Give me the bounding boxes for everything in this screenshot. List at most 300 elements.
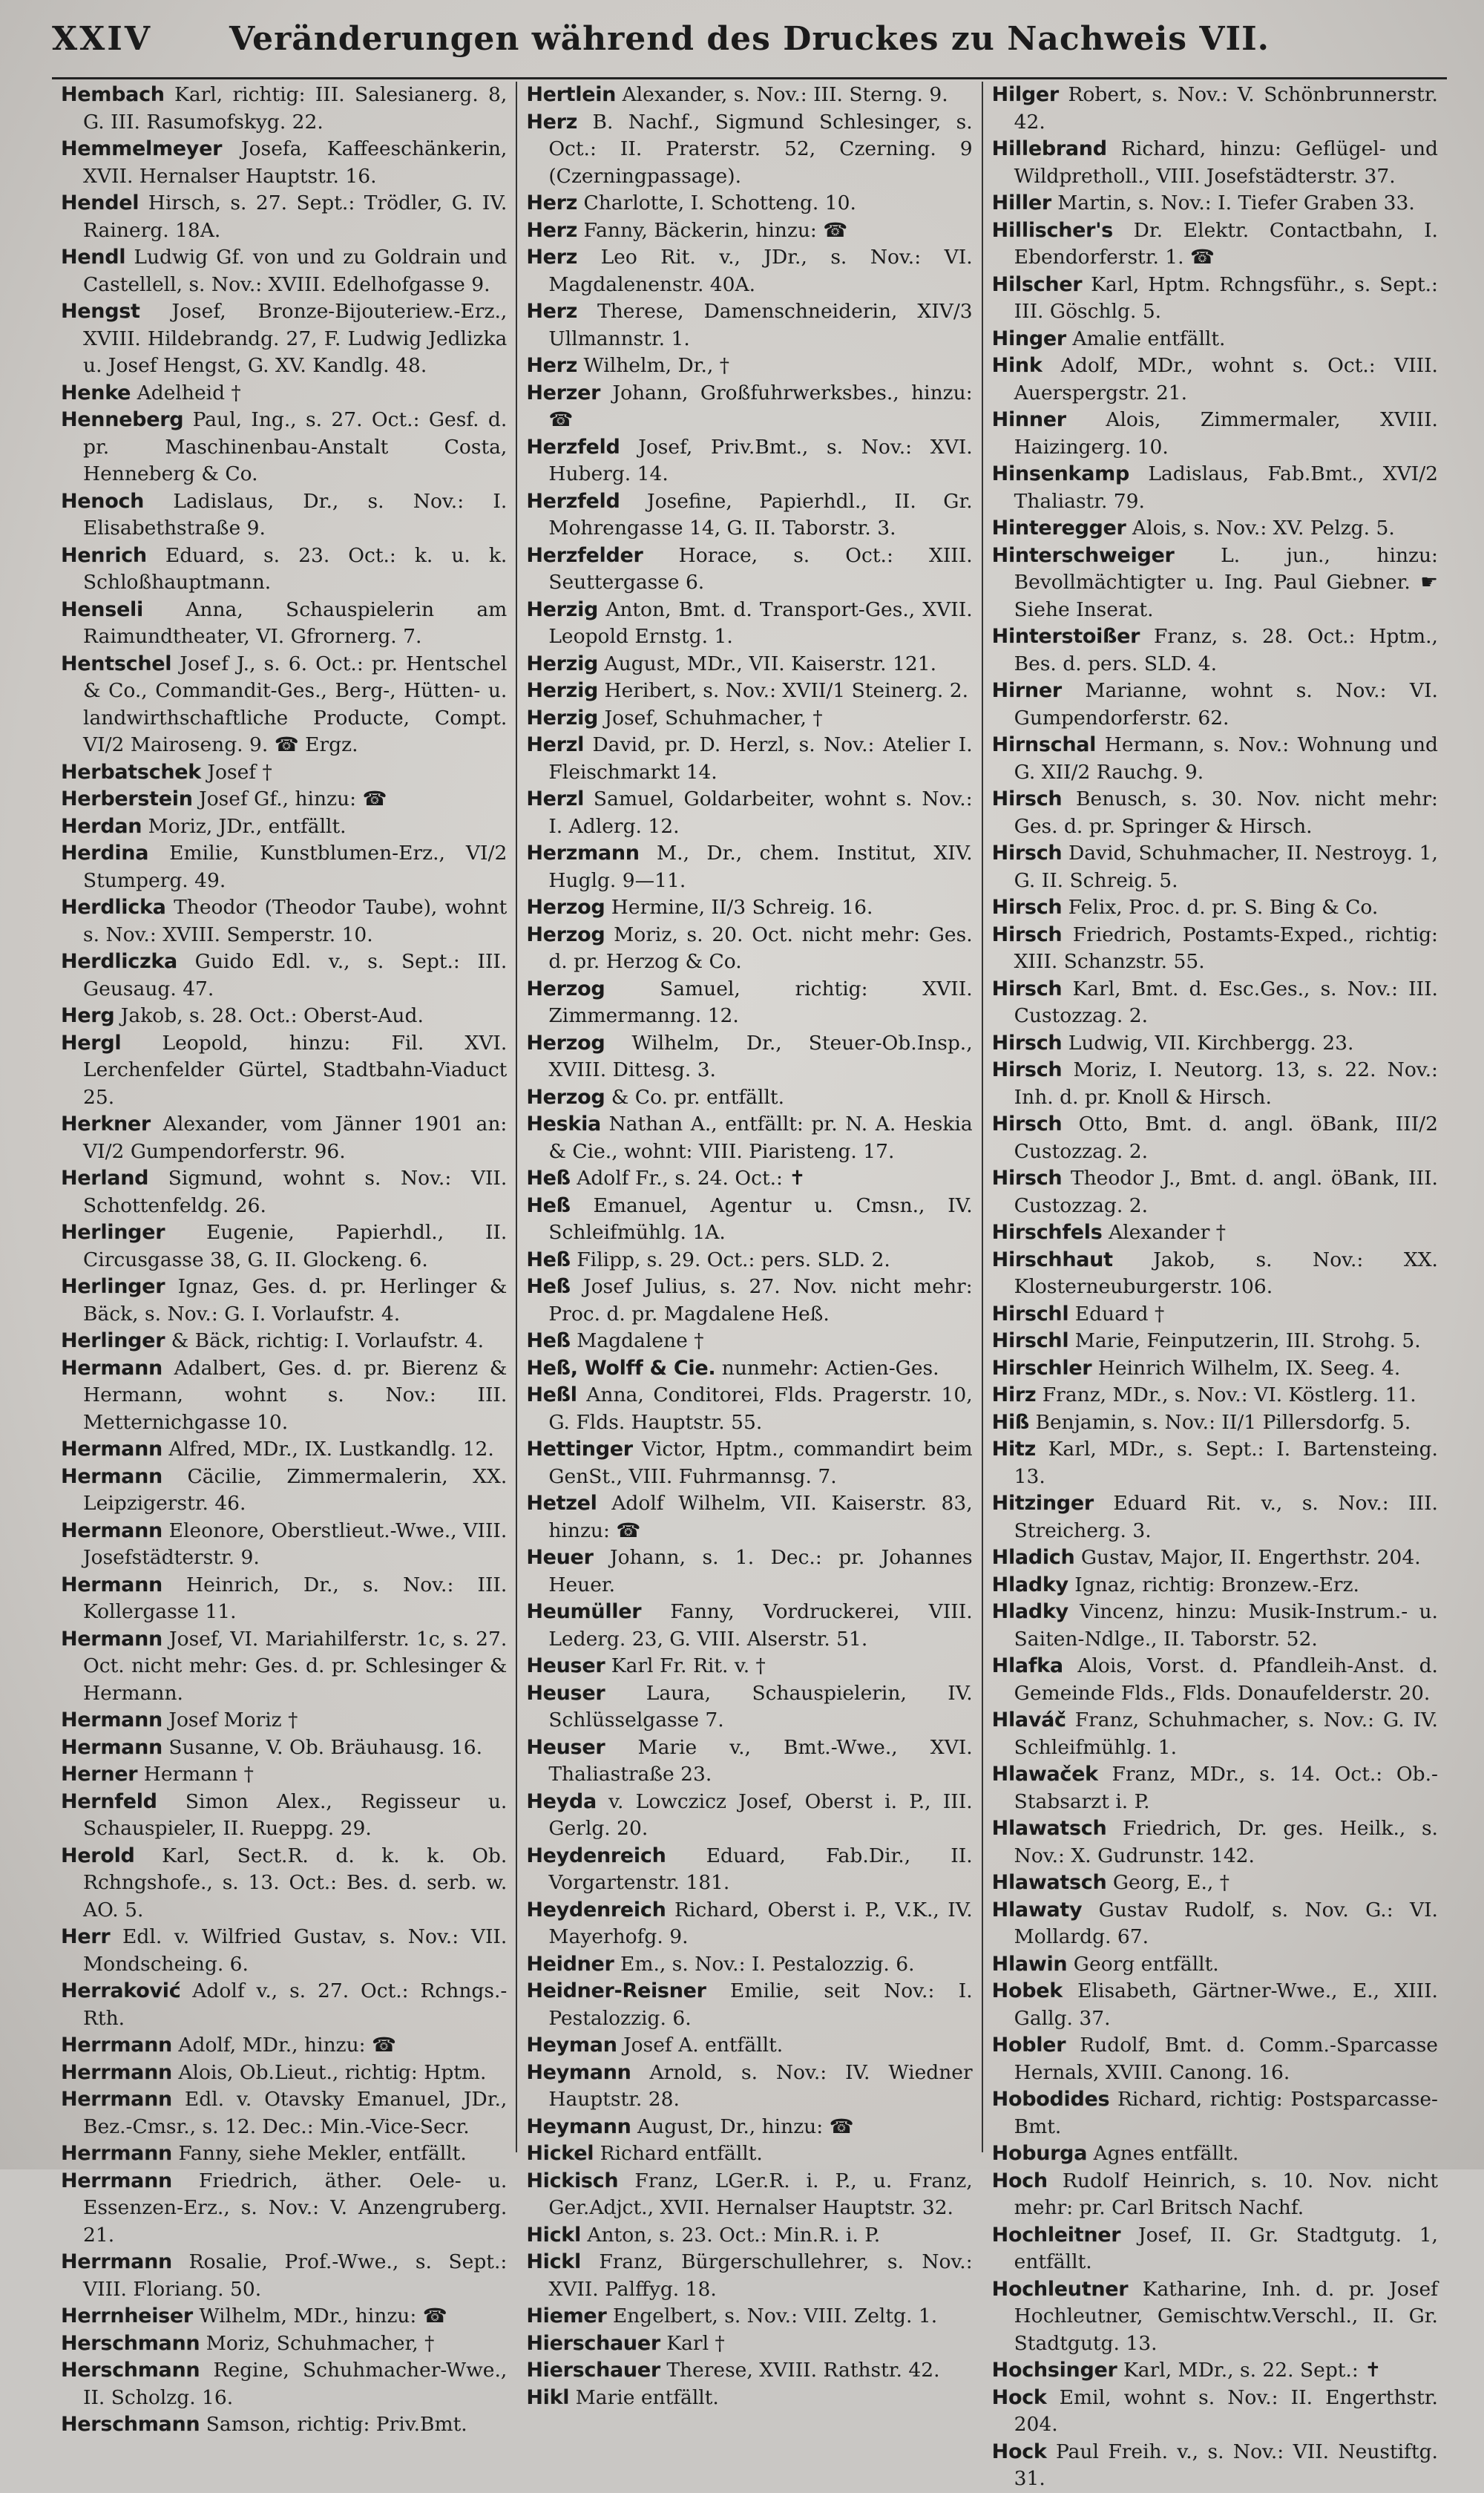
- entry-text: & Co. pr. entfällt.: [611, 1085, 785, 1109]
- entry-name: Hochleitner: [991, 2223, 1121, 2247]
- directory-entry: [992, 1328, 1438, 1355]
- directory-entry: [992, 1355, 1438, 1383]
- entry-text: Horace, s. Oct.: XIII. Seuttergasse 6.: [548, 543, 973, 594]
- entry-name: Hlawatsch: [991, 1871, 1107, 1894]
- directory-entry: [61, 1978, 507, 2032]
- directory-entry: [61, 1734, 507, 1762]
- entry-name: Hirner: [991, 679, 1062, 702]
- entry-text: Alois, Zimmermaler, XVIII. Haizingerg. 10.: [1014, 408, 1438, 459]
- entry-text: Wilhelm, Dr., †: [583, 354, 729, 377]
- entry-text: Adolf v., s. 27. Oct.: Rchngs.-Rth.: [83, 1979, 508, 2030]
- entry-name: Hinger: [991, 327, 1066, 350]
- entry-text: Johann, s. 1. Dec.: pr. Johannes Heuer.: [548, 1546, 973, 1596]
- entry-name: Herschmann: [61, 2413, 200, 2436]
- directory-entry: [526, 2168, 972, 2222]
- entry-text: Johann, Großfuhrwerksbes., hinzu: ☎: [548, 381, 973, 431]
- directory-entry: [526, 894, 972, 922]
- entry-name: Herner: [61, 1763, 138, 1786]
- entry-name: Hilscher: [991, 272, 1083, 296]
- directory-entry: [61, 1924, 507, 1978]
- directory-entry: [61, 597, 507, 651]
- directory-entry: [992, 1165, 1438, 1219]
- entry-name: Herzer: [526, 381, 601, 404]
- directory-entry: [526, 1084, 972, 1112]
- entry-name: Herlinger: [61, 1329, 165, 1352]
- entry-text: Fanny, Bäckerin, hinzu: ☎: [583, 218, 848, 242]
- entry-text: Ladislaus, Fab.Bmt., XVI/2 Thaliastr. 79.: [1014, 462, 1438, 513]
- entry-text: Josefine, Papierhdl., II. Gr. Mohrengasse 14, G. II. Taborstr. 3.: [548, 489, 973, 540]
- directory-entry: [992, 2032, 1438, 2086]
- entry-text: Ignaz, Ges. d. pr. Herlinger & Bäck, s. Nov.: G. I. Vorlaufstr. 4.: [83, 1275, 508, 1326]
- entry-text: Arnold, s. Nov.: IV. Wiedner Hauptstr. 28.: [548, 2060, 973, 2111]
- entry-name: Heuser: [526, 1681, 605, 1705]
- directory-entry: [526, 2032, 972, 2060]
- directory-entry: [992, 515, 1438, 543]
- entry-text: Samson, richtig: Priv.Bmt.: [206, 2413, 467, 2436]
- directory-entry: [992, 2086, 1438, 2140]
- directory-entry: [992, 786, 1438, 840]
- directory-entry: [992, 976, 1438, 1030]
- column-3: [982, 82, 1447, 2490]
- directory-entry: [992, 217, 1438, 272]
- directory-entry: [61, 82, 507, 136]
- entry-name: Herz: [526, 191, 578, 214]
- entry-text: Cäcilie, Zimmermalerin, XX. Leipzigerstr. 46.: [83, 1464, 508, 1515]
- directory-entry: [992, 1572, 1438, 1599]
- entry-name: Herraković: [61, 1979, 181, 2002]
- entry-name: Hock: [991, 2440, 1047, 2463]
- entry-name: Herdina: [61, 842, 149, 865]
- entry-name: Herzl: [526, 733, 585, 756]
- directory-entry: [992, 1247, 1438, 1301]
- entry-name: Hirsch: [991, 787, 1063, 810]
- entry-text: Franz, MDr., s. Nov.: VI. Köstlerg. 11.: [1042, 1383, 1416, 1406]
- directory-entry: [61, 1761, 507, 1789]
- directory-entry: [992, 1897, 1438, 1951]
- entry-text: Karl, Sect.R. d. k. k. Ob. Rchngshofe., s. 13. Oct.: Bes. d. serb. w. AO. 5.: [83, 1844, 508, 1922]
- directory-entry: [992, 1409, 1438, 1437]
- entry-name: Hirz: [991, 1383, 1037, 1406]
- entry-text: Friedrich, äther. Oele- u. Essenzen-Erz., s. Nov.: V. Anzengruberg. 21.: [83, 2169, 508, 2247]
- directory-entry: [61, 1436, 507, 1464]
- entry-text: B. Nachf., Sigmund Schlesinger, s. Oct.: II. Praterstr. 52, Czerning. 9 (Czerningpassage).: [548, 110, 973, 188]
- directory-entry: [526, 1734, 972, 1789]
- entry-text: Alfred, MDr., IX. Lustkandlg. 12.: [168, 1438, 494, 1461]
- entry-name: Hirschhaut: [991, 1248, 1113, 1271]
- directory-entry: [61, 1111, 507, 1165]
- directory-entry: [526, 1653, 972, 1680]
- entry-name: Heß: [526, 1275, 571, 1298]
- entry-name: Hikl: [526, 2385, 570, 2409]
- directory-entry: [526, 190, 972, 217]
- directory-entry: [992, 840, 1438, 894]
- entry-text: Filipp, s. 29. Oct.: pers. SLD. 2.: [577, 1248, 890, 1271]
- directory-entry: [61, 2168, 507, 2250]
- entry-name: Hitz: [991, 1438, 1036, 1461]
- entry-name: Heydenreich: [526, 1844, 666, 1867]
- directory-entry: [992, 2140, 1438, 2168]
- entry-text: Richard entfällt.: [600, 2142, 763, 2165]
- entry-text: Marianne, wohnt s. Nov.: VI. Gumpendorferstr. 62.: [1014, 679, 1438, 730]
- entry-text: Adelheid †: [137, 381, 241, 404]
- directory-entry: [526, 1274, 972, 1328]
- entry-text: Adolf Wilhelm, VII. Kaiserstr. 83, hinzu: ☎: [548, 1492, 973, 1542]
- directory-entry: [526, 1490, 972, 1544]
- directory-entry: [992, 1707, 1438, 1761]
- directory-entry: [61, 2140, 507, 2168]
- entry-text: Josef Moriz †: [168, 1709, 298, 1732]
- entry-text: August, MDr., VII. Kaiserstr. 121.: [604, 652, 937, 675]
- directory-entry: [992, 1761, 1438, 1815]
- entry-text: Franz, s. 28. Oct.: Hptm., Bes. d. pers. SLD. 4.: [1014, 625, 1438, 675]
- entry-text: Amalie entfällt.: [1072, 327, 1226, 350]
- column-1: [52, 82, 516, 2436]
- entry-text: David, Schuhmacher, II. Nestroyg. 1, G. II. Schreig. 5.: [1014, 842, 1438, 892]
- directory-entry: [61, 1707, 507, 1734]
- entry-text: Katharine, Inh. d. pr. Josef Hochleutner, Gemischtw.Verschl., II. Gr. Stadtgutg. 13.: [1014, 2277, 1438, 2355]
- entry-text: Adolf, MDr., wohnt s. Oct.: VIII. Auerspergstr. 21.: [1014, 354, 1438, 404]
- entry-text: Josef, Bronze-Bijouteriew.-Erz., XVIII. Hildebrandg. 27, F. Ludwig Jedlizka u. Josef Hengst, G. XV. Kandlg. 48.: [83, 300, 508, 377]
- entry-text: Engelbert, s. Nov.: VIII. Zeltg. 1.: [612, 2304, 938, 2327]
- entry-name: Hladky: [991, 1573, 1068, 1596]
- directory-entry: [992, 2357, 1438, 2385]
- entry-text: nunmehr: Actien-Ges.: [721, 1356, 939, 1380]
- entry-text: Karl, Bmt. d. Esc.Ges., s. Nov.: III. Custozzag. 2.: [1014, 977, 1438, 1027]
- running-title: Veränderungen während des Druckes zu Nachweis VII.: [229, 19, 1270, 58]
- entry-text: Franz, MDr., s. 14. Oct.: Ob.-Stabsarzt i. P.: [1014, 1763, 1438, 1813]
- entry-text: Jakob, s. Nov.: XX. Klosterneuburgerstr. 106.: [1014, 1248, 1438, 1298]
- directory-entry: [61, 543, 507, 597]
- entry-text: Nathan A., entfällt: pr. N. A. Heskia & Cie., wohnt: VIII. Piaristeng. 17.: [548, 1113, 973, 1163]
- entry-name: Herzog: [526, 923, 605, 946]
- entry-text: Jakob, s. 28. Oct.: Oberst-Aud.: [120, 1004, 424, 1027]
- directory-entry: [526, 1951, 972, 1979]
- entry-text: Adolf Fr., s. 24. Oct.: ✝: [577, 1167, 806, 1190]
- entry-name: Hengst: [61, 300, 140, 323]
- entry-text: Marie, Feinputzerin, III. Strohg. 5.: [1074, 1329, 1421, 1352]
- entry-name: Herschmann: [61, 2331, 200, 2355]
- directory-entry: [992, 190, 1438, 217]
- entry-name: Herberstein: [61, 787, 193, 810]
- entry-name: Hergl: [61, 1031, 122, 1055]
- entry-name: Herz: [526, 218, 578, 242]
- entry-name: Herrmann: [61, 2142, 172, 2165]
- entry-name: Herkner: [61, 1113, 151, 1136]
- entry-name: Hermann: [61, 1735, 162, 1759]
- entry-text: Magdalene †: [577, 1329, 704, 1352]
- directory-entry: [61, 1274, 507, 1328]
- directory-entry: [526, 380, 972, 434]
- directory-entry: [526, 488, 972, 543]
- directory-entry: [526, 543, 972, 597]
- entry-name: Hoburga: [991, 2142, 1088, 2165]
- directory-entry: [61, 651, 507, 759]
- directory-entry: [526, 678, 972, 705]
- entry-name: Herdliczka: [61, 950, 177, 973]
- entry-text: Leopold, hinzu: Fil. XVI. Lerchenfelder Gürtel, Stadtbahn-Viaduct 25.: [83, 1031, 508, 1109]
- entry-name: Henseli: [61, 597, 143, 621]
- entry-text: Friedrich, Postamts-Exped., richtig: XIII. Schanzstr. 55.: [1014, 923, 1438, 973]
- entry-text: M., Dr., chem. Institut, XIV. Huglg. 9—11.: [548, 842, 973, 892]
- directory-entry: [61, 759, 507, 787]
- entry-text: Hermann †: [143, 1763, 254, 1786]
- directory-entry: [526, 2140, 972, 2168]
- entry-name: Herg: [61, 1004, 115, 1027]
- directory-entry: [61, 2086, 507, 2140]
- directory-entry: [526, 1436, 972, 1490]
- entry-text: Moriz, I. Neutorg. 13, s. 22. Nov.: Inh. d. pr. Knoll & Hirsch.: [1014, 1058, 1438, 1109]
- entry-text: Therese, XVIII. Rathstr. 42.: [666, 2359, 940, 2382]
- entry-text: Simon Alex., Regisseur u. Schauspieler, II. Rueppg. 29.: [83, 1789, 508, 1840]
- entry-text: Laura, Schauspielerin, IV. Schlüsselgasse 7.: [548, 1681, 973, 1732]
- entry-name: Herrmann: [61, 2034, 172, 2057]
- entry-text: Otto, Bmt. d. angl. öBank, III/2 Custozzag. 2.: [1014, 1113, 1438, 1163]
- directory-entry: [992, 82, 1438, 136]
- entry-text: Eugenie, Papierhdl., II. Circusgasse 38, G. II. Glockeng. 6.: [83, 1221, 508, 1271]
- entry-text: Richard, Oberst i. P., V.K., IV. Mayerhofg. 9.: [548, 1898, 973, 1948]
- directory-entry: [992, 1815, 1438, 1870]
- entry-name: Hirsch: [991, 842, 1063, 865]
- entry-name: Hinterschweiger: [991, 543, 1175, 567]
- entry-name: Henrich: [61, 543, 147, 567]
- entry-text: Alexander †: [1108, 1221, 1227, 1244]
- entry-name: Hentschel: [61, 652, 172, 675]
- directory-entry: [526, 2385, 972, 2412]
- entry-text: Fanny, siehe Mekler, entfällt.: [178, 2142, 467, 2165]
- entry-text: David, pr. D. Herzl, s. Nov.: Atelier I. Fleischmarkt 14.: [548, 733, 973, 784]
- entry-name: Herzog: [526, 896, 605, 919]
- entry-name: Hock: [991, 2385, 1047, 2409]
- directory-entry: [61, 1518, 507, 1572]
- directory-entry: [526, 1328, 972, 1355]
- entry-text: Eduard †: [1074, 1302, 1165, 1326]
- page-header: [52, 0, 1447, 77]
- directory-entry: [992, 272, 1438, 326]
- entry-text: Wilhelm, MDr., hinzu: ☎: [199, 2304, 447, 2327]
- entry-text: Josef, VI. Mariahilferstr. 1c, s. 27. Oct. nicht mehr: Ges. d. pr. Schlesinger & Hermann.: [83, 1627, 508, 1705]
- entry-name: Hilger: [991, 83, 1059, 106]
- header-rule: [52, 77, 1447, 79]
- entry-name: Herland: [61, 1167, 149, 1190]
- directory-entry: [526, 1789, 972, 1843]
- entry-text: Josef A. entfällt.: [623, 2034, 784, 2057]
- entry-name: Hladich: [991, 1546, 1075, 1569]
- directory-entry: [526, 922, 972, 976]
- entry-name: Heßl: [526, 1383, 577, 1406]
- entry-text: Emilie, Kunstblumen-Erz., VI/2 Stumperg. 49.: [83, 842, 508, 892]
- entry-name: Hickl: [526, 2223, 581, 2247]
- directory-entry: [61, 407, 507, 488]
- directory-entry: [526, 2357, 972, 2385]
- directory-entry: [61, 1626, 507, 1708]
- entry-text: Gustav Rudolf, s. Nov. G.: VI. Mollardg. 67.: [1014, 1898, 1438, 1948]
- entry-name: Hobodides: [991, 2088, 1110, 2111]
- entry-text: Benjamin, s. Nov.: II/1 Pillersdorfg. 5.: [1035, 1410, 1411, 1434]
- directory-entry: [526, 597, 972, 651]
- entry-text: Marie entfällt.: [575, 2385, 719, 2409]
- directory-entry: [61, 1355, 507, 1437]
- entry-text: Josef, Priv.Bmt., s. Nov.: XVI. Huberg. 14.: [548, 435, 973, 485]
- directory-entry: [526, 1897, 972, 1951]
- entry-text: Samuel, Goldarbeiter, wohnt s. Nov.: I. Adlerg. 12.: [548, 787, 973, 838]
- entry-text: Rosalie, Prof.-Wwe., s. Sept.: VIII. Floriang. 50.: [83, 2250, 508, 2301]
- entry-name: Heumüller: [526, 1600, 642, 1623]
- entry-text: Samuel, richtig: XVII. Zimmermanng. 12.: [548, 977, 973, 1027]
- directory-entry: [526, 2114, 972, 2141]
- entry-text: Susanne, V. Ob. Bräuhausg. 16.: [168, 1735, 483, 1759]
- entry-text: Marie v., Bmt.-Wwe., XVI. Thaliastraße 23.: [548, 1735, 973, 1786]
- entry-name: Herzfeld: [526, 489, 620, 513]
- directory-entry: [992, 407, 1438, 461]
- entry-name: Hlawin: [991, 1952, 1068, 1976]
- directory-entry: [526, 1030, 972, 1084]
- entry-text: Em., s. Nov.: I. Pestalozzig. 6.: [620, 1952, 915, 1976]
- entry-name: Heuser: [526, 1654, 605, 1677]
- entry-name: Hembach: [61, 83, 165, 106]
- entry-text: Alexander, s. Nov.: III. Sterng. 9.: [622, 83, 948, 106]
- entry-text: Josefa, Kaffeeschänkerin, XVII. Hernalser Hauptstr. 16.: [83, 137, 508, 188]
- directory-entry: [992, 326, 1438, 353]
- columns: [52, 82, 1447, 2490]
- entry-text: Rudolf, Bmt. d. Comm.-Sparcasse Hernals, XVIII. Canong. 16.: [1014, 2034, 1438, 2084]
- entry-text: Alexander, vom Jänner 1901 an: VI/2 Gumpendorferstr. 96.: [83, 1113, 508, 1163]
- entry-text: Emil, wohnt s. Nov.: II. Engerthstr. 204.: [1014, 2385, 1438, 2436]
- entry-name: Herlinger: [61, 1275, 165, 1298]
- directory-entry: [992, 1490, 1438, 1544]
- entry-name: Hirsch: [991, 1058, 1063, 1081]
- entry-name: Herrnheiser: [61, 2304, 193, 2327]
- directory-entry: [526, 2330, 972, 2358]
- directory-entry: [992, 1057, 1438, 1111]
- entry-text: Ignaz, richtig: Bronzew.-Erz.: [1074, 1573, 1359, 1596]
- directory-entry: [526, 1193, 972, 1247]
- directory-entry: [992, 543, 1438, 624]
- entry-text: Heribert, s. Nov.: XVII/1 Steinerg. 2.: [604, 679, 969, 702]
- directory-entry: [61, 488, 507, 543]
- directory-entry: [61, 894, 507, 949]
- entry-name: Hlawaty: [991, 1898, 1083, 1922]
- directory-entry: [526, 298, 972, 353]
- directory-entry: [992, 1870, 1438, 1897]
- entry-name: Hinterstoißer: [991, 625, 1140, 648]
- entry-name: Heß, Wolff & Cie.: [526, 1356, 716, 1380]
- entry-name: Hermann: [61, 1438, 162, 1461]
- entry-name: Hirsch: [991, 1167, 1063, 1190]
- entry-text: Guido Edl. v., s. Sept.: III. Geusaug. 47.: [83, 950, 508, 1000]
- entry-name: Hemmelmeyer: [61, 137, 223, 160]
- entry-name: Heidner: [526, 1952, 614, 1976]
- entry-text: Paul Freih. v., s. Nov.: VII. Neustiftg. 31.: [1014, 2440, 1438, 2490]
- entry-name: Herzl: [526, 787, 585, 810]
- entry-name: Hink: [991, 354, 1043, 377]
- entry-name: Hochsinger: [991, 2359, 1117, 2382]
- entry-name: Hiß: [991, 1410, 1030, 1434]
- directory-entry: [992, 1301, 1438, 1329]
- entry-name: Hirschl: [991, 1302, 1069, 1326]
- entry-text: Felix, Proc. d. pr. S. Bing & Co.: [1068, 896, 1379, 919]
- entry-text: Karl Fr. Rit. v. †: [611, 1654, 766, 1677]
- directory-entry: [526, 1843, 972, 1897]
- directory-entry: [61, 2357, 507, 2411]
- entry-name: Herr: [61, 1925, 111, 1948]
- directory-entry: [61, 2411, 507, 2439]
- directory-entry: [992, 678, 1438, 732]
- entry-name: Hernfeld: [61, 1789, 157, 1813]
- entry-text: Richard, hinzu: Geflügel- und Wildpretholl., VIII. Josefstädterstr. 37.: [1014, 137, 1438, 188]
- entry-name: Heyman: [526, 2034, 617, 2057]
- entry-text: Karl, MDr., s. Sept.: I. Bartensteing. 13.: [1014, 1438, 1438, 1488]
- entry-name: Heß: [526, 1329, 571, 1352]
- entry-name: Herzmann: [526, 842, 640, 865]
- entry-text: Anton, s. 23. Oct.: Min.R. i. P.: [587, 2223, 881, 2247]
- entry-name: Hickl: [526, 2250, 581, 2273]
- entry-name: Hermann: [61, 1356, 162, 1380]
- entry-name: Herbatschek: [61, 760, 201, 784]
- entry-name: Heskia: [526, 1113, 601, 1136]
- entry-name: Hlafka: [991, 1654, 1063, 1677]
- entry-name: Heß: [526, 1167, 571, 1190]
- directory-entry: [526, 705, 972, 733]
- entry-text: Martin, s. Nov.: I. Tiefer Graben 33.: [1057, 191, 1415, 214]
- entry-name: Henke: [61, 381, 131, 404]
- entry-text: Hirsch, s. 27. Sept.: Trödler, G. IV. Rainerg. 18A.: [83, 191, 508, 242]
- entry-text: Ludwig, VII. Kirchbergg. 23.: [1068, 1031, 1354, 1055]
- directory-entry: [526, 1355, 972, 1383]
- directory-entry: [61, 1003, 507, 1030]
- entry-text: Georg, E., †: [1112, 1871, 1229, 1894]
- entry-name: Hochleutner: [991, 2277, 1129, 2301]
- directory-entry: [61, 2249, 507, 2303]
- directory-entry: [526, 651, 972, 678]
- entry-name: Hirschfels: [991, 1221, 1103, 1244]
- page-number: XXIV: [52, 19, 152, 58]
- entry-name: Hlaváč: [991, 1709, 1066, 1732]
- entry-text: Karl, Hptm. Rchngsführ., s. Sept.: III. Göschlg. 5.: [1014, 272, 1438, 323]
- entry-text: Josef Julius, s. 27. Nov. nicht mehr: Proc. d. pr. Magdalene Heß.: [548, 1275, 973, 1326]
- entry-name: Hierschauer: [526, 2359, 660, 2382]
- directory-entry: [61, 1572, 507, 1626]
- entry-name: Hirnschal: [991, 733, 1097, 756]
- entry-text: Anna, Schauspielerin am Raimundtheater, VI. Gfrornerg. 7.: [83, 597, 508, 648]
- directory-entry: [992, 1030, 1438, 1058]
- entry-name: Herrmann: [61, 2169, 172, 2192]
- entry-text: Ludwig Gf. von und zu Goldrain und Castellell, s. Nov.: XVIII. Edelhofgasse 9.: [83, 246, 508, 296]
- entry-name: Herzig: [526, 679, 599, 702]
- directory-entry: [992, 1951, 1438, 1979]
- directory-entry: [526, 353, 972, 380]
- entry-name: Herz: [526, 300, 578, 323]
- entry-text: Edl. v. Otavsky Emanuel, JDr., Bez.-Cmsr., s. 12. Dec.: Min.-Vice-Secr.: [83, 2088, 508, 2138]
- entry-name: Hitzinger: [991, 1492, 1094, 1515]
- entry-name: Heymann: [526, 2114, 631, 2138]
- entry-name: Hinsenkamp: [991, 462, 1129, 485]
- entry-name: Hickel: [526, 2142, 594, 2165]
- entry-text: Alois, Vorst. d. Pfandleih-Anst. d. Gemeinde Flds., Flds. Donaufelderstr. 20.: [1014, 1654, 1438, 1705]
- directory-entry: [526, 217, 972, 245]
- entry-name: Herzog: [526, 977, 605, 1000]
- entry-name: Hobler: [991, 2034, 1066, 2057]
- entry-text: Georg entfällt.: [1073, 1952, 1219, 1976]
- directory-entry: [61, 840, 507, 894]
- entry-name: Heuser: [526, 1735, 605, 1759]
- directory-entry: [61, 298, 507, 380]
- directory-entry: [992, 894, 1438, 922]
- entry-name: Herz: [526, 246, 578, 269]
- entry-text: Therese, Damenschneiderin, XIV/3 Ullmannstr. 1.: [548, 300, 973, 350]
- directory-entry: [526, 732, 972, 786]
- directory-entry: [61, 2060, 507, 2087]
- directory-entry: [992, 1219, 1438, 1247]
